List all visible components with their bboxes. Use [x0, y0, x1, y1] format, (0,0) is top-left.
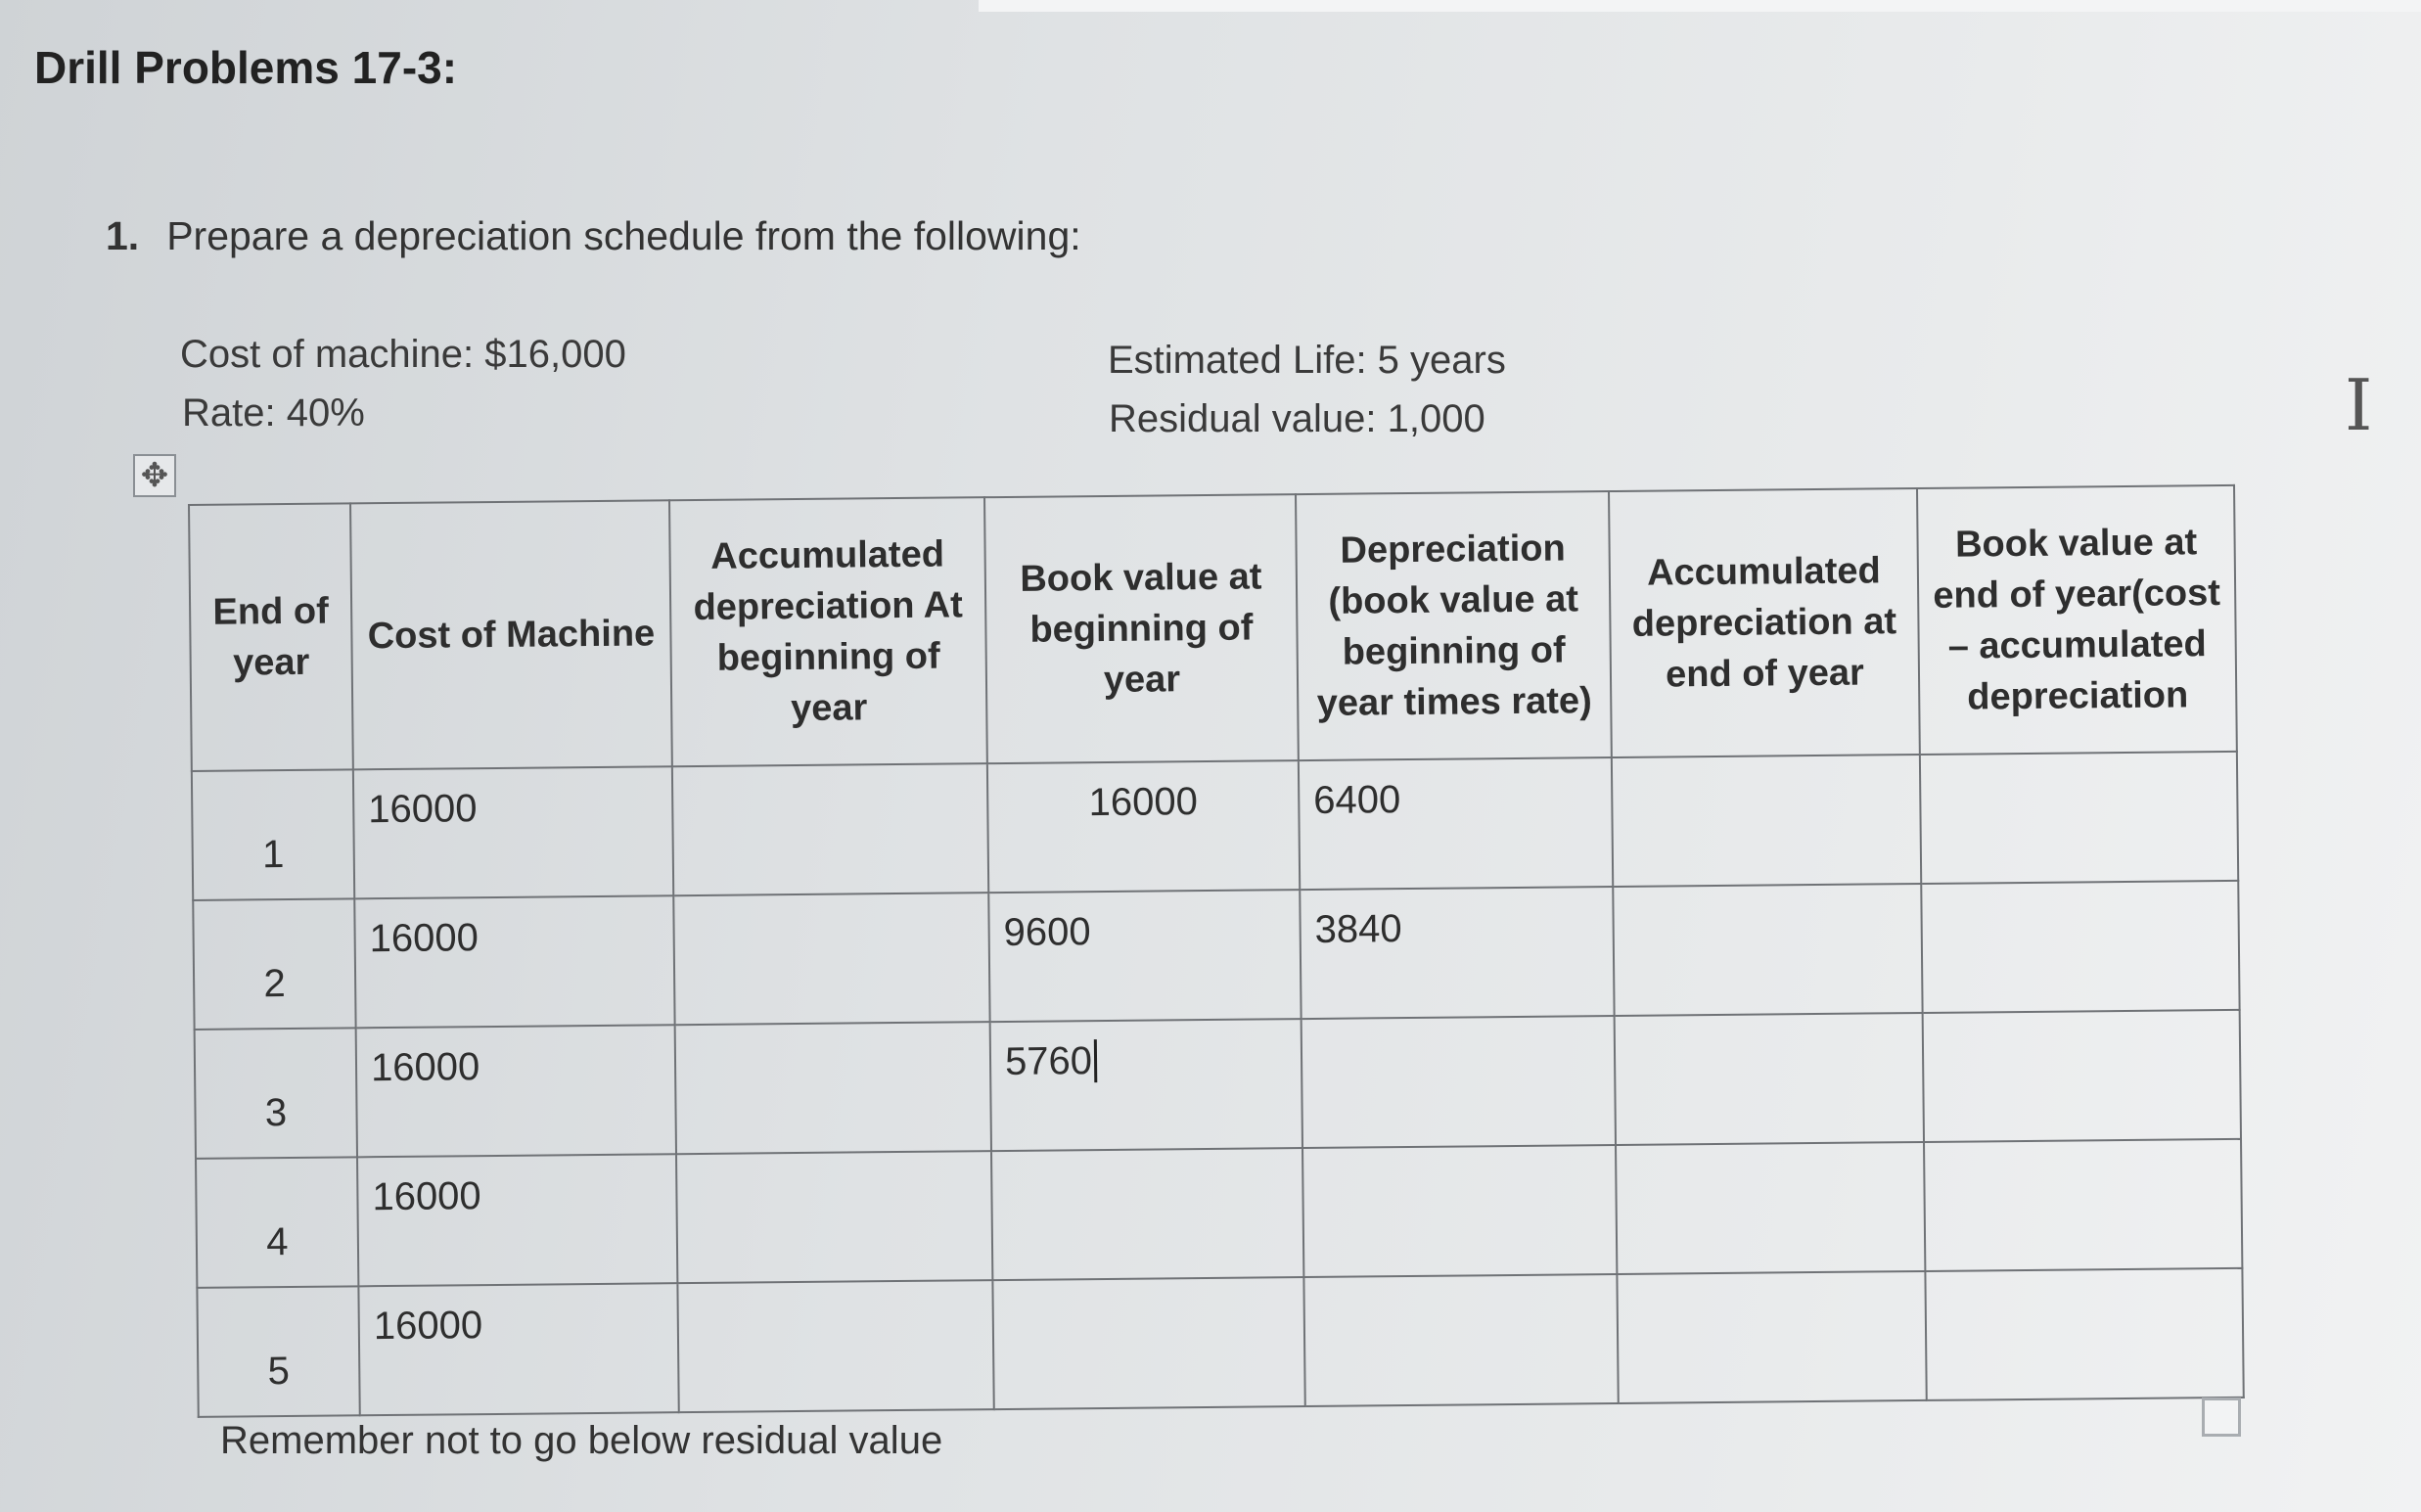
- cell-book-begin-active[interactable]: [990, 1019, 1302, 1151]
- table-row: [195, 1010, 2241, 1159]
- given-life: Estimated Life: 5 years: [1108, 339, 1506, 382]
- cell-cost[interactable]: 16000: [353, 766, 673, 898]
- cell-accum-begin[interactable]: [675, 1022, 991, 1154]
- cell-accum-begin[interactable]: [672, 763, 988, 895]
- given-rate: Rate: 40%: [182, 391, 365, 435]
- problem-number: 1.: [106, 213, 140, 258]
- cell-accum-end[interactable]: [1617, 1271, 1926, 1403]
- cell-depreciation[interactable]: [1302, 1016, 1616, 1148]
- cell-book-begin[interactable]: 9600: [988, 890, 1301, 1022]
- cell-accum-end[interactable]: [1615, 1013, 1924, 1145]
- move-handle-icon[interactable]: ✥: [133, 454, 176, 497]
- cell-accum-begin[interactable]: [673, 893, 989, 1025]
- cell-book-end[interactable]: [1925, 1268, 2243, 1400]
- table-header-row: [189, 485, 2237, 771]
- header-end-of-year: End of year: [189, 503, 353, 771]
- table-row: [197, 1268, 2243, 1417]
- cell-depreciation[interactable]: [1303, 1274, 1618, 1406]
- cell-year[interactable]: 2: [193, 898, 355, 1030]
- cell-year[interactable]: 4: [196, 1157, 358, 1288]
- page-title: Drill Problems 17-3:: [34, 42, 458, 93]
- table-row: [192, 752, 2238, 900]
- residual-note: Remember not to go below residual value: [220, 1419, 943, 1462]
- cell-accum-end[interactable]: [1616, 1142, 1925, 1274]
- cell-cost[interactable]: 16000: [356, 1025, 676, 1157]
- problem-statement: [106, 213, 1081, 259]
- header-depreciation: Depreciation (book value at beginning of year times rate): [1296, 491, 1612, 760]
- header-accum-end: Accumulated depreciation at end of year: [1609, 488, 1920, 757]
- cell-book-begin-value[interactable]: 5760: [1005, 1039, 1097, 1083]
- depreciation-table[interactable]: [188, 484, 2245, 1418]
- cell-book-end[interactable]: [1924, 1139, 2242, 1271]
- cell-depreciation[interactable]: [1302, 1145, 1617, 1277]
- cell-year[interactable]: 3: [195, 1028, 357, 1159]
- cell-accum-begin[interactable]: [676, 1151, 992, 1283]
- table-row: [193, 881, 2239, 1030]
- given-cost: Cost of machine: $16,000: [180, 333, 626, 376]
- cell-cost[interactable]: 16000: [358, 1283, 678, 1415]
- cell-book-begin[interactable]: [991, 1148, 1303, 1280]
- cell-book-begin[interactable]: 16000: [987, 760, 1300, 893]
- header-book-begin: Book value at beginning of year: [984, 494, 1299, 763]
- cell-book-begin[interactable]: [992, 1277, 1304, 1409]
- cell-depreciation[interactable]: 6400: [1299, 757, 1613, 890]
- cell-book-end[interactable]: [1923, 1010, 2241, 1142]
- cell-accum-begin[interactable]: [677, 1280, 993, 1412]
- header-cost-of-machine: Cost of Machine: [350, 500, 672, 769]
- given-residual: Residual value: 1,000: [1109, 397, 1485, 440]
- cell-accum-end[interactable]: [1613, 884, 1922, 1016]
- cell-cost[interactable]: 16000: [357, 1154, 677, 1286]
- window-edge: [979, 0, 2421, 12]
- cell-book-end[interactable]: [1920, 752, 2238, 884]
- problem-text: Prepare a depreciation schedule from the following:: [166, 213, 1081, 258]
- header-accum-begin: Accumulated depreciation At beginning of year: [669, 497, 987, 766]
- table-resize-icon[interactable]: [2202, 1397, 2241, 1437]
- cell-year[interactable]: 5: [197, 1286, 359, 1417]
- cell-depreciation[interactable]: 3840: [1300, 887, 1614, 1019]
- text-cursor-icon: I: [2345, 364, 2373, 446]
- cell-book-end[interactable]: [1921, 881, 2239, 1013]
- cell-accum-end[interactable]: [1612, 755, 1921, 887]
- cell-year[interactable]: 1: [192, 769, 354, 900]
- table-row: [196, 1139, 2242, 1288]
- cell-cost[interactable]: 16000: [354, 895, 674, 1028]
- header-book-end: Book value at end of year(cost – accumulated depreciation: [1917, 485, 2237, 755]
